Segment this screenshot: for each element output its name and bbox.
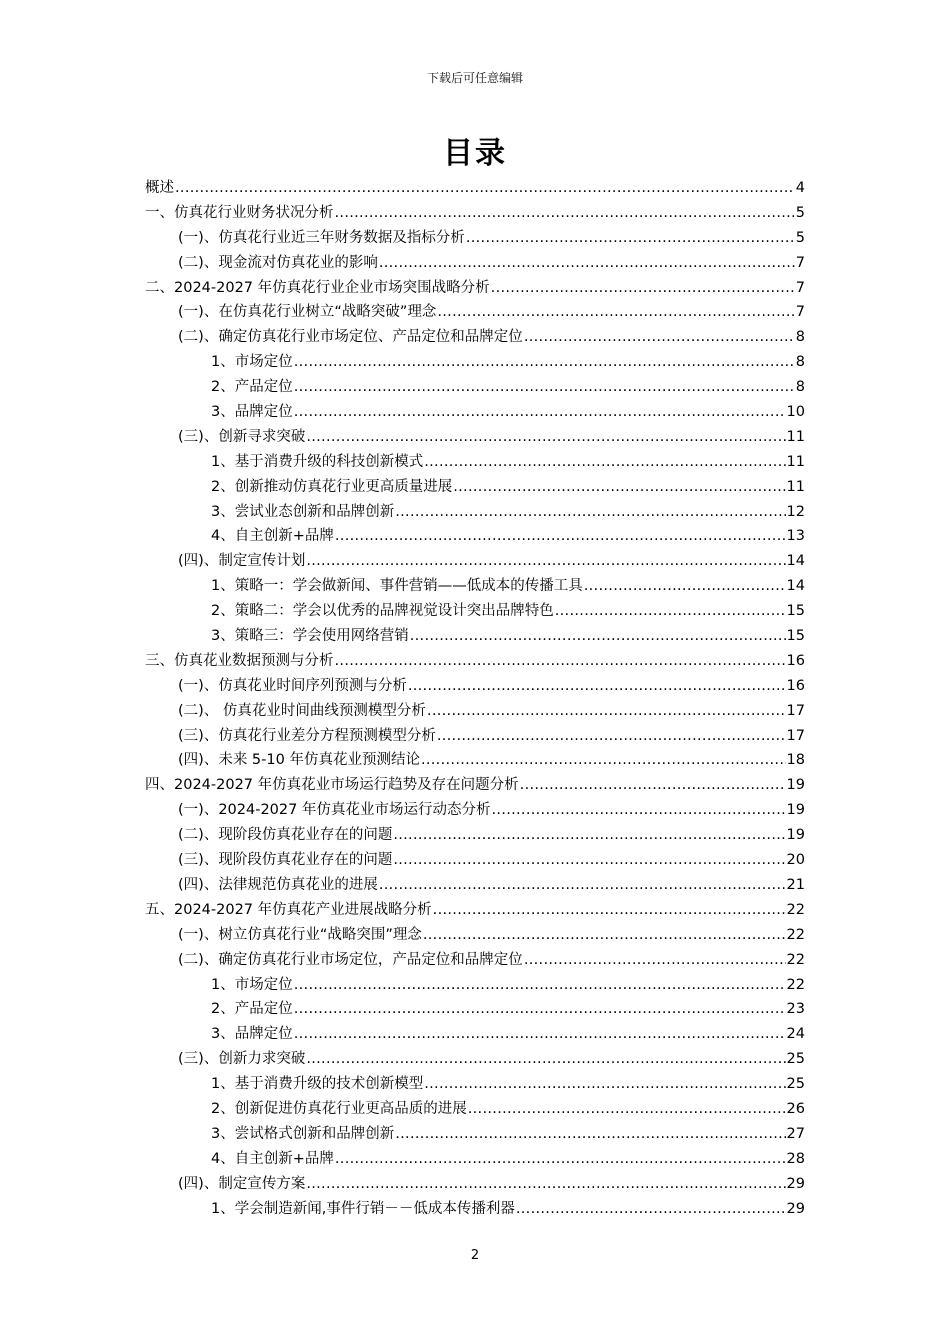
toc-entry-page: 29 bbox=[786, 1200, 805, 1217]
toc-entry[interactable] bbox=[145, 524, 805, 549]
toc-entry-page: 14 bbox=[786, 578, 805, 595]
toc-dot-leader bbox=[524, 948, 786, 973]
toc-entry-title: 三、仿真花业数据预测与分析 bbox=[145, 652, 334, 669]
toc-entry[interactable] bbox=[145, 724, 805, 749]
toc-dot-leader bbox=[175, 176, 795, 201]
toc-entry-page: 15 bbox=[786, 603, 805, 620]
toc-entry-title: 4、自主创新+品牌 bbox=[211, 1150, 334, 1167]
toc-entry[interactable] bbox=[145, 1047, 805, 1072]
toc-entry-page: 26 bbox=[786, 1100, 805, 1117]
toc-entry-page: 10 bbox=[786, 404, 805, 421]
toc-entry-page: 17 bbox=[786, 727, 805, 744]
toc-entry[interactable] bbox=[145, 898, 805, 923]
toc-entry-page: 19 bbox=[786, 827, 805, 844]
toc-entry-title: 1、基于消费升级的科技创新模式 bbox=[211, 453, 424, 470]
toc-entry-title: 五、2024-2027 年仿真花产业进展战略分析 bbox=[145, 901, 432, 918]
page-number: 2 bbox=[470, 1248, 480, 1263]
toc-entry-title: (三)、创新寻求突破 bbox=[178, 428, 306, 445]
toc-entry-page: 11 bbox=[786, 478, 805, 495]
toc-dot-leader bbox=[520, 773, 786, 798]
page-title: 目录 bbox=[443, 136, 507, 171]
toc-entry-page: 16 bbox=[786, 652, 805, 669]
header-note: 下载后可任意编辑 bbox=[426, 71, 523, 85]
toc-entry-title: (二)、现阶段仿真花业存在的问题 bbox=[178, 827, 393, 844]
toc-entry[interactable] bbox=[145, 549, 805, 574]
toc-dot-leader bbox=[466, 226, 795, 251]
toc-dot-leader bbox=[468, 1097, 786, 1122]
toc-entry[interactable] bbox=[145, 226, 805, 251]
toc-entry[interactable] bbox=[145, 1172, 805, 1197]
toc-entry[interactable] bbox=[145, 350, 805, 375]
toc-entry-title: (四)、未来 5-10 年仿真花业预测结论 bbox=[178, 752, 420, 769]
toc-dot-leader bbox=[393, 823, 785, 848]
toc-entry-page: 7 bbox=[795, 304, 805, 321]
toc-entry[interactable] bbox=[145, 300, 805, 325]
toc-entry-title: 1、学会制造新闻,事件行销－－低成本传播利器 bbox=[211, 1200, 515, 1217]
toc-entry[interactable] bbox=[145, 1097, 805, 1122]
toc-dot-leader bbox=[555, 599, 786, 624]
toc-entry-title: 2、策略二：学会以优秀的品牌视觉设计突出品牌特色 bbox=[211, 603, 554, 620]
toc-entry[interactable] bbox=[145, 1022, 805, 1047]
toc-entry-page: 19 bbox=[786, 777, 805, 794]
toc-dot-leader bbox=[335, 201, 795, 226]
toc-entry[interactable] bbox=[145, 773, 805, 798]
toc-entry-page: 8 bbox=[795, 329, 805, 346]
toc-entry-title: 一、仿真花行业财务状况分析 bbox=[145, 204, 334, 221]
toc-dot-leader bbox=[294, 1022, 786, 1047]
toc-entry[interactable] bbox=[145, 176, 805, 201]
toc-entry-page: 4 bbox=[795, 180, 805, 196]
toc-entry-page: 28 bbox=[786, 1150, 805, 1167]
toc-entry-title: 2、产品定位 bbox=[211, 1001, 293, 1018]
toc-dot-leader bbox=[516, 1197, 786, 1222]
toc-entry-title: (一)、在仿真花行业树立“战略突破”理念 bbox=[178, 304, 437, 321]
toc-dot-leader bbox=[294, 400, 786, 425]
toc-entry[interactable] bbox=[145, 848, 805, 873]
toc-entry-page: 15 bbox=[786, 628, 805, 645]
toc-entry[interactable] bbox=[145, 823, 805, 848]
toc-entry[interactable] bbox=[145, 400, 805, 425]
toc-entry-page: 14 bbox=[786, 553, 805, 570]
toc-entry[interactable] bbox=[145, 325, 805, 350]
toc-entry-title: (二)、确定仿真花行业市场定位、产品定位和品牌定位 bbox=[178, 329, 523, 346]
toc-entry-title: 1、基于消费升级的技术创新模型 bbox=[211, 1076, 424, 1093]
toc-entry[interactable] bbox=[145, 1197, 805, 1222]
toc-entry-title: 2、创新促进仿真花行业更高品质的进展 bbox=[211, 1100, 467, 1117]
toc-dot-leader bbox=[421, 748, 786, 773]
toc-entry-title: 二、2024-2027 年仿真花行业企业市场突围战略分析 bbox=[145, 279, 490, 296]
toc-entry-title: 1、市场定位 bbox=[211, 976, 293, 993]
toc-entry-title: 3、品牌定位 bbox=[211, 404, 293, 421]
toc-dot-leader bbox=[491, 798, 785, 823]
toc-entry[interactable] bbox=[145, 375, 805, 400]
toc-entry-page: 23 bbox=[786, 1001, 805, 1018]
toc-entry-page: 27 bbox=[786, 1125, 805, 1142]
toc-entry-page: 25 bbox=[786, 1051, 805, 1068]
toc-entry-title: 2、产品定位 bbox=[211, 379, 293, 396]
toc-entry[interactable] bbox=[145, 997, 805, 1022]
toc-dot-leader bbox=[335, 524, 786, 549]
toc-entry-page: 29 bbox=[786, 1175, 805, 1192]
toc-dot-leader bbox=[524, 325, 795, 350]
toc-entry-page: 7 bbox=[795, 254, 805, 271]
toc-entry[interactable] bbox=[145, 948, 805, 973]
toc-entry-title: (一)、仿真花行业近三年财务数据及指标分析 bbox=[178, 229, 465, 246]
toc-dot-leader bbox=[395, 500, 785, 525]
toc-entry[interactable] bbox=[145, 649, 805, 674]
toc-entry-title: (三)、现阶段仿真花业存在的问题 bbox=[178, 852, 393, 869]
toc-entry[interactable] bbox=[145, 873, 805, 898]
toc-dot-leader bbox=[423, 923, 786, 948]
toc-entry[interactable] bbox=[145, 599, 805, 624]
toc-entry-page: 21 bbox=[786, 876, 805, 893]
toc-dot-leader bbox=[584, 574, 786, 599]
table-of-contents bbox=[145, 176, 805, 1221]
toc-entry-page: 7 bbox=[795, 279, 805, 296]
toc-entry[interactable] bbox=[145, 1122, 805, 1147]
toc-dot-leader bbox=[393, 848, 785, 873]
toc-entry-page: 22 bbox=[786, 926, 805, 943]
toc-entry[interactable] bbox=[145, 748, 805, 773]
toc-entry-title: 1、市场定位 bbox=[211, 354, 293, 371]
toc-dot-leader bbox=[294, 375, 795, 400]
toc-dot-leader bbox=[306, 425, 785, 450]
toc-dot-leader bbox=[408, 674, 786, 699]
toc-entry-title: 4、自主创新+品牌 bbox=[211, 528, 334, 545]
toc-dot-leader bbox=[306, 1172, 785, 1197]
toc-entry-title: 四、2024-2027 年仿真花业市场运行趋势及存在问题分析 bbox=[145, 777, 519, 794]
toc-dot-leader bbox=[427, 699, 786, 724]
toc-entry[interactable] bbox=[145, 475, 805, 500]
toc-entry-page: 19 bbox=[786, 802, 805, 819]
toc-entry-page: 11 bbox=[786, 428, 805, 445]
toc-entry-page: 17 bbox=[786, 702, 805, 719]
toc-dot-leader bbox=[294, 973, 786, 998]
toc-entry-page: 5 bbox=[795, 229, 805, 246]
toc-entry-page: 12 bbox=[786, 503, 805, 520]
toc-entry-page: 22 bbox=[786, 901, 805, 918]
toc-dot-leader bbox=[379, 873, 786, 898]
toc-dot-leader bbox=[437, 724, 786, 749]
toc-entry[interactable] bbox=[145, 425, 805, 450]
toc-entry-title: (四)、法律规范仿真花业的进展 bbox=[178, 876, 378, 893]
toc-entry-title: 3、品牌定位 bbox=[211, 1026, 293, 1043]
toc-entry[interactable] bbox=[145, 674, 805, 699]
toc-entry-title: (三)、创新力求突破 bbox=[178, 1051, 306, 1068]
toc-entry[interactable] bbox=[145, 201, 805, 226]
toc-dot-leader bbox=[294, 350, 795, 375]
toc-entry[interactable] bbox=[145, 276, 805, 301]
toc-entry-page: 25 bbox=[786, 1076, 805, 1093]
toc-entry-page: 24 bbox=[786, 1026, 805, 1043]
toc-entry[interactable] bbox=[145, 500, 805, 525]
toc-entry-title: (一)、树立仿真花行业“战略突围”理念 bbox=[178, 926, 422, 943]
toc-entry-title: 2、创新推动仿真花行业更高质量进展 bbox=[211, 478, 453, 495]
toc-dot-leader bbox=[410, 624, 786, 649]
toc-entry-page: 13 bbox=[786, 528, 805, 545]
toc-entry-page: 22 bbox=[786, 976, 805, 993]
toc-entry-page: 5 bbox=[795, 204, 805, 221]
toc-entry-title: (二)、确定仿真花行业市场定位，产品定位和品牌定位 bbox=[178, 951, 523, 968]
toc-entry-page: 16 bbox=[786, 677, 805, 694]
toc-entry-page: 18 bbox=[786, 752, 805, 769]
toc-dot-leader bbox=[424, 1072, 785, 1097]
toc-entry-page: 20 bbox=[786, 852, 805, 869]
toc-entry[interactable] bbox=[145, 1147, 805, 1172]
toc-entry-title: 3、尝试业态创新和品牌创新 bbox=[211, 503, 395, 520]
toc-dot-leader bbox=[306, 1047, 785, 1072]
toc-entry-title: (四)、制定宣传方案 bbox=[178, 1175, 306, 1192]
toc-entry-page: 8 bbox=[795, 379, 805, 396]
toc-entry[interactable] bbox=[145, 251, 805, 276]
toc-entry-page: 22 bbox=[786, 951, 805, 968]
toc-dot-leader bbox=[424, 450, 785, 475]
toc-entry[interactable] bbox=[145, 1072, 805, 1097]
toc-dot-leader bbox=[437, 300, 794, 325]
toc-entry[interactable] bbox=[145, 699, 805, 724]
toc-dot-leader bbox=[453, 475, 785, 500]
toc-dot-leader bbox=[335, 649, 786, 674]
toc-entry-title: 3、策略三：学会使用网络营销 bbox=[211, 628, 409, 645]
toc-entry-title: (二)、现金流对仿真花业的影响 bbox=[178, 254, 378, 271]
toc-entry-page: 8 bbox=[795, 354, 805, 371]
toc-entry[interactable] bbox=[145, 574, 805, 599]
toc-entry-page: 11 bbox=[786, 453, 805, 470]
toc-dot-leader bbox=[433, 898, 786, 923]
toc-dot-leader bbox=[395, 1122, 785, 1147]
toc-entry[interactable] bbox=[145, 923, 805, 948]
toc-dot-leader bbox=[379, 251, 795, 276]
toc-entry[interactable] bbox=[145, 624, 805, 649]
toc-entry[interactable] bbox=[145, 973, 805, 998]
toc-dot-leader bbox=[335, 1147, 786, 1172]
toc-entry[interactable] bbox=[145, 798, 805, 823]
toc-entry-title: (一)、仿真花业时间序列预测与分析 bbox=[178, 677, 407, 694]
toc-entry[interactable] bbox=[145, 450, 805, 475]
toc-entry-title: (二)、 仿真花业时间曲线预测模型分析 bbox=[178, 702, 426, 719]
toc-dot-leader bbox=[491, 276, 795, 301]
toc-entry-title: (一)、2024-2027 年仿真花业市场运行动态分析 bbox=[178, 802, 491, 819]
toc-dot-leader bbox=[294, 997, 786, 1022]
toc-entry-title: (四)、制定宣传计划 bbox=[178, 553, 306, 570]
toc-dot-leader bbox=[306, 549, 785, 574]
toc-entry-title: 1、策略一：学会做新闻、事件营销——低成本的传播工具 bbox=[211, 578, 583, 595]
toc-entry-title: (三)、仿真花行业差分方程预测模型分析 bbox=[178, 727, 436, 744]
toc-entry-title: 3、尝试格式创新和品牌创新 bbox=[211, 1125, 395, 1142]
toc-entry-title: 概述 bbox=[145, 180, 174, 196]
